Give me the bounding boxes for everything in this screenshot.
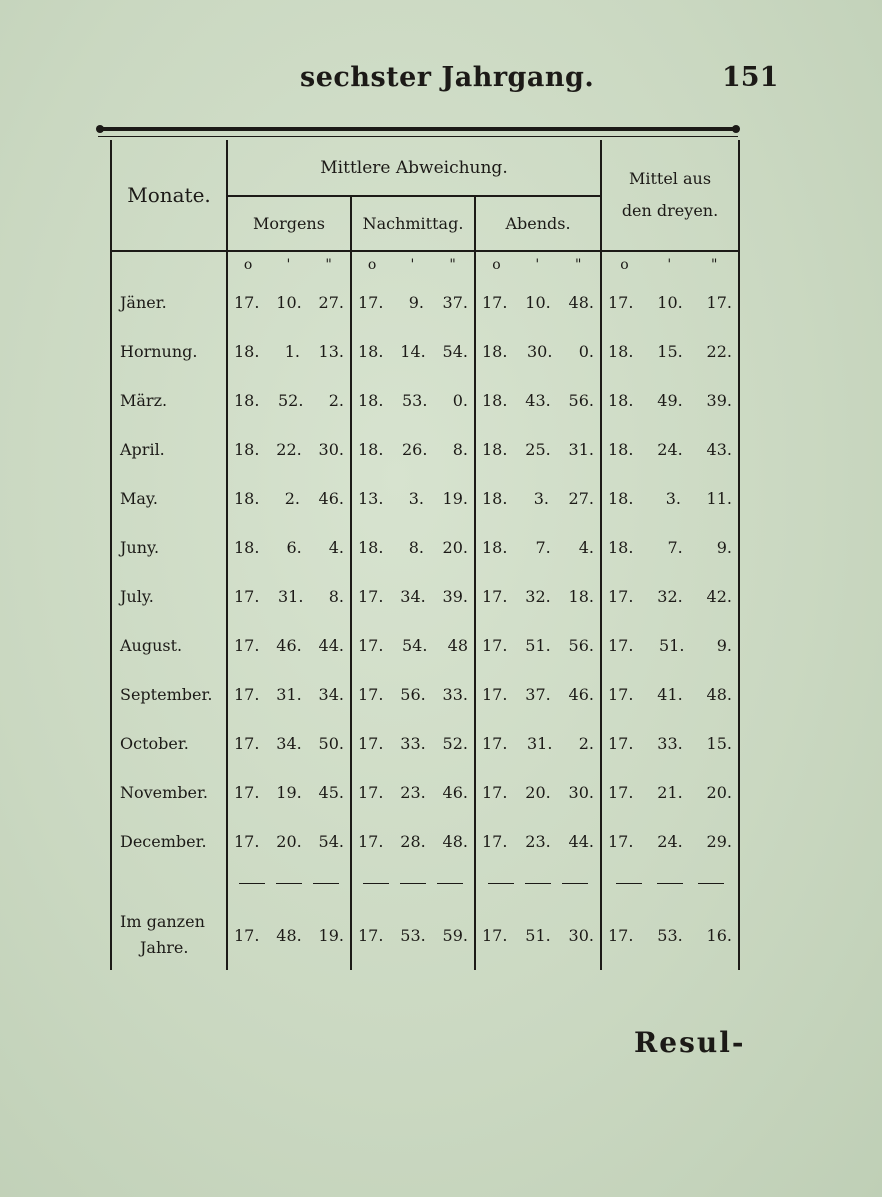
unit-minute: ' xyxy=(667,257,672,273)
separator-cell xyxy=(227,866,351,900)
value-evening xyxy=(475,817,601,866)
value-evening xyxy=(475,621,601,670)
value-degrees: 18. xyxy=(358,538,384,557)
value-seconds: 17. xyxy=(706,293,732,312)
value-seconds: 34. xyxy=(318,685,344,704)
unit-second: " xyxy=(325,257,332,273)
annual-row xyxy=(111,900,739,970)
month-label: Juny. xyxy=(111,523,227,572)
value-degrees: 18. xyxy=(608,440,634,459)
value-seconds: 37. xyxy=(442,293,468,312)
table-row xyxy=(111,278,739,327)
value-morning xyxy=(227,817,351,866)
value-minutes: 8. xyxy=(408,538,424,557)
dash-rule xyxy=(313,883,339,884)
value-minutes: 24. xyxy=(657,440,683,459)
value-minutes: 41. xyxy=(657,685,683,704)
value-seconds: 48. xyxy=(706,685,732,704)
value-evening xyxy=(475,768,601,817)
units-cell xyxy=(351,251,475,278)
value-mean xyxy=(601,719,739,768)
value-seconds: 22. xyxy=(706,342,732,361)
value-mean xyxy=(601,425,739,474)
month-label: September. xyxy=(111,670,227,719)
dash-rule xyxy=(488,883,514,884)
value-seconds: 9. xyxy=(716,538,732,557)
value-evening xyxy=(475,278,601,327)
value-minutes: 10. xyxy=(525,293,551,312)
value-seconds: 59. xyxy=(442,925,468,945)
value-degrees: 17. xyxy=(482,734,508,753)
value-seconds: 46. xyxy=(568,685,594,704)
unit-second: " xyxy=(449,257,456,273)
value-morning xyxy=(227,621,351,670)
value-degrees: 13. xyxy=(358,489,384,508)
value-minutes: 31. xyxy=(527,734,553,753)
value-degrees: 18. xyxy=(234,342,260,361)
value-minutes: 21. xyxy=(657,783,683,802)
value-seconds: 29. xyxy=(706,832,732,851)
value-degrees: 18. xyxy=(358,342,384,361)
units-row xyxy=(111,251,739,278)
value-morning xyxy=(227,425,351,474)
value-seconds: 48 xyxy=(447,636,468,655)
value-minutes: 51. xyxy=(525,636,551,655)
value-seconds: 13. xyxy=(318,342,344,361)
value-degrees: 17. xyxy=(608,832,634,851)
value-degrees: 17. xyxy=(482,636,508,655)
value-seconds: 54. xyxy=(442,342,468,361)
value-seconds: 33. xyxy=(442,685,468,704)
unit-degree: o xyxy=(243,257,253,273)
value-seconds: 8. xyxy=(452,440,468,459)
value-seconds: 11. xyxy=(706,489,732,508)
value-seconds: 19. xyxy=(442,489,468,508)
header-mean-of-three xyxy=(601,140,739,251)
value-seconds: 42. xyxy=(706,587,732,606)
value-degrees: 18. xyxy=(234,440,260,459)
value-seconds: 30. xyxy=(568,783,594,802)
value-seconds: 48. xyxy=(442,832,468,851)
value-morning xyxy=(227,327,351,376)
annual-value-mean xyxy=(601,900,739,970)
value-mean xyxy=(601,621,739,670)
value-minutes: 34. xyxy=(276,734,302,753)
value-morning xyxy=(227,670,351,719)
value-minutes: 22. xyxy=(276,440,302,459)
value-degrees: 17. xyxy=(608,293,634,312)
value-degrees: 18. xyxy=(234,538,260,557)
value-minutes: 23. xyxy=(400,783,426,802)
value-minutes: 9. xyxy=(408,293,424,312)
value-minutes: 25. xyxy=(525,440,551,459)
value-seconds: 2. xyxy=(328,391,344,410)
value-minutes: 51. xyxy=(659,636,685,655)
value-minutes: 32. xyxy=(657,587,683,606)
month-label: August. xyxy=(111,621,227,670)
value-mean xyxy=(601,670,739,719)
units-cell xyxy=(601,251,739,278)
value-morning xyxy=(227,768,351,817)
separator-row xyxy=(111,866,739,900)
value-mean xyxy=(601,572,739,621)
separator-cell xyxy=(111,866,227,900)
value-degrees: 18. xyxy=(608,489,634,508)
value-seconds: 0. xyxy=(578,342,594,361)
table-row xyxy=(111,621,739,670)
header-mean-line1: Mittel aus xyxy=(628,169,712,188)
value-minutes: 30. xyxy=(527,342,553,361)
value-minutes: 28. xyxy=(400,832,426,851)
value-degrees: 17. xyxy=(358,587,384,606)
value-evening xyxy=(475,523,601,572)
month-label: Jäner. xyxy=(111,278,227,327)
table-row xyxy=(111,327,739,376)
value-minutes: 6. xyxy=(286,538,302,557)
table-row xyxy=(111,817,739,866)
value-degrees: 17. xyxy=(482,783,508,802)
value-mean xyxy=(601,474,739,523)
value-afternoon xyxy=(351,768,475,817)
rule-ornament-left xyxy=(96,125,104,133)
dash-rule xyxy=(239,883,265,884)
dash-rule xyxy=(437,883,463,884)
value-minutes: 56. xyxy=(400,685,426,704)
value-minutes: 54. xyxy=(402,636,428,655)
separator-cell xyxy=(601,866,739,900)
annual-label-line2: Jahre. xyxy=(140,938,189,957)
value-minutes: 48. xyxy=(276,925,302,945)
value-afternoon xyxy=(351,327,475,376)
value-minutes: 53. xyxy=(400,925,426,945)
value-degrees: 17. xyxy=(234,925,260,945)
value-minutes: 33. xyxy=(657,734,683,753)
value-minutes: 20. xyxy=(276,832,302,851)
table-row xyxy=(111,376,739,425)
value-seconds: 20. xyxy=(442,538,468,557)
value-seconds: 9. xyxy=(716,636,732,655)
value-minutes: 20. xyxy=(525,783,551,802)
value-seconds: 15. xyxy=(706,734,732,753)
catchword: Resul- xyxy=(634,1026,746,1059)
value-degrees: 18. xyxy=(234,391,260,410)
value-evening xyxy=(475,327,601,376)
value-seconds: 20. xyxy=(706,783,732,802)
value-evening xyxy=(475,474,601,523)
value-mean xyxy=(601,768,739,817)
month-label: März. xyxy=(111,376,227,425)
value-seconds: 52. xyxy=(442,734,468,753)
value-minutes: 46. xyxy=(276,636,302,655)
value-degrees: 17. xyxy=(234,587,260,606)
table-row xyxy=(111,572,739,621)
value-seconds: 0. xyxy=(452,391,468,410)
value-afternoon xyxy=(351,572,475,621)
value-minutes: 31. xyxy=(276,685,302,704)
value-degrees: 18. xyxy=(482,440,508,459)
unit-degree: o xyxy=(492,257,501,273)
unit-minute: ' xyxy=(286,257,291,273)
dash-rule xyxy=(525,883,551,884)
month-label: December. xyxy=(111,817,227,866)
header-afternoon: Nachmittag. xyxy=(351,196,475,251)
value-seconds: 50. xyxy=(318,734,344,753)
value-seconds: 4. xyxy=(328,538,344,557)
value-minutes: 43. xyxy=(525,391,551,410)
value-seconds: 46. xyxy=(442,783,468,802)
month-label: July. xyxy=(111,572,227,621)
header-evening: Abends. xyxy=(475,196,601,251)
value-seconds: 48. xyxy=(568,293,594,312)
units-cell xyxy=(475,251,601,278)
dash-rule xyxy=(276,883,302,884)
dash-rule xyxy=(562,883,588,884)
value-morning xyxy=(227,474,351,523)
table-row xyxy=(111,719,739,768)
unit-minute: ' xyxy=(535,257,540,273)
value-afternoon xyxy=(351,670,475,719)
value-mean xyxy=(601,523,739,572)
value-afternoon xyxy=(351,376,475,425)
rule-ornament-right xyxy=(732,125,740,133)
top-rule-thick xyxy=(98,127,738,131)
value-seconds: 44. xyxy=(318,636,344,655)
value-mean xyxy=(601,278,739,327)
value-mean xyxy=(601,376,739,425)
top-rule-thin xyxy=(98,136,738,137)
value-morning xyxy=(227,376,351,425)
value-minutes: 3. xyxy=(665,489,681,508)
value-seconds: 46. xyxy=(318,489,344,508)
value-degrees: 17. xyxy=(482,685,508,704)
value-morning xyxy=(227,523,351,572)
value-degrees: 18. xyxy=(482,342,508,361)
value-seconds: 39. xyxy=(706,391,732,410)
value-minutes: 3. xyxy=(408,489,424,508)
value-degrees: 17. xyxy=(482,832,508,851)
month-label: November. xyxy=(111,768,227,817)
value-degrees: 17. xyxy=(608,783,634,802)
value-afternoon xyxy=(351,474,475,523)
value-minutes: 19. xyxy=(276,783,302,802)
table-row xyxy=(111,425,739,474)
value-degrees: 17. xyxy=(234,783,260,802)
value-minutes: 32. xyxy=(525,587,551,606)
value-minutes: 37. xyxy=(525,685,551,704)
value-minutes: 49. xyxy=(657,391,683,410)
value-degrees: 17. xyxy=(608,734,634,753)
value-degrees: 18. xyxy=(358,440,384,459)
month-label: October. xyxy=(111,719,227,768)
dash-rule xyxy=(657,883,683,884)
value-seconds: 54. xyxy=(318,832,344,851)
separator-cell xyxy=(475,866,601,900)
value-degrees: 17. xyxy=(358,636,384,655)
value-seconds: 44. xyxy=(568,832,594,851)
value-degrees: 18. xyxy=(358,391,384,410)
value-minutes: 34. xyxy=(400,587,426,606)
value-degrees: 18. xyxy=(482,538,508,557)
value-afternoon xyxy=(351,523,475,572)
value-evening xyxy=(475,425,601,474)
value-degrees: 18. xyxy=(482,391,508,410)
value-mean xyxy=(601,817,739,866)
value-minutes: 10. xyxy=(276,293,302,312)
value-seconds: 19. xyxy=(318,925,344,945)
value-morning xyxy=(227,278,351,327)
value-minutes: 7. xyxy=(535,538,551,557)
value-minutes: 53. xyxy=(402,391,428,410)
separator-cell xyxy=(351,866,475,900)
value-minutes: 51. xyxy=(525,925,551,945)
value-evening xyxy=(475,670,601,719)
value-degrees: 17. xyxy=(482,925,508,945)
value-seconds: 8. xyxy=(328,587,344,606)
value-seconds: 30. xyxy=(318,440,344,459)
value-minutes: 15. xyxy=(657,342,683,361)
header-mean-line2: den dreyen. xyxy=(621,201,719,220)
value-minutes: 7. xyxy=(667,538,683,557)
value-degrees: 17. xyxy=(234,685,260,704)
dash-rule xyxy=(400,883,426,884)
value-degrees: 17. xyxy=(358,685,384,704)
value-degrees: 18. xyxy=(608,342,634,361)
value-seconds: 30. xyxy=(568,925,594,945)
header-mean-deviation: Mittlere Abweichung. xyxy=(227,140,601,196)
annual-label-line1: Im ganzen xyxy=(120,912,205,931)
value-seconds: 27. xyxy=(568,489,594,508)
value-seconds: 56. xyxy=(568,391,594,410)
value-minutes: 31. xyxy=(278,587,304,606)
table-row xyxy=(111,670,739,719)
value-seconds: 56. xyxy=(568,636,594,655)
annual-label xyxy=(111,900,227,970)
dash-rule xyxy=(698,883,724,884)
page-number: 151 xyxy=(722,62,779,93)
value-minutes: 26. xyxy=(402,440,428,459)
value-morning xyxy=(227,719,351,768)
month-label: April. xyxy=(111,425,227,474)
value-minutes: 33. xyxy=(400,734,426,753)
value-degrees: 17. xyxy=(358,925,384,945)
unit-minute: ' xyxy=(410,257,415,273)
value-degrees: 17. xyxy=(608,636,634,655)
value-evening xyxy=(475,719,601,768)
value-degrees: 17. xyxy=(234,636,260,655)
value-minutes: 23. xyxy=(525,832,551,851)
value-degrees: 18. xyxy=(608,538,634,557)
annual-value-evening xyxy=(475,900,601,970)
value-seconds: 45. xyxy=(318,783,344,802)
value-afternoon xyxy=(351,278,475,327)
unit-degree: o xyxy=(620,257,629,273)
value-minutes: 24. xyxy=(657,832,683,851)
value-minutes: 14. xyxy=(400,342,426,361)
table-row xyxy=(111,768,739,817)
value-seconds: 18. xyxy=(568,587,594,606)
value-afternoon xyxy=(351,425,475,474)
unit-second: " xyxy=(575,257,582,273)
dash-rule xyxy=(363,883,389,884)
value-degrees: 17. xyxy=(234,832,260,851)
value-degrees: 17. xyxy=(234,293,260,312)
value-degrees: 17. xyxy=(358,734,384,753)
value-minutes: 53. xyxy=(657,925,683,945)
value-degrees: 17. xyxy=(358,293,384,312)
value-degrees: 17. xyxy=(608,685,634,704)
value-seconds: 16. xyxy=(706,925,732,945)
annual-value-morning xyxy=(227,900,351,970)
value-degrees: 17. xyxy=(482,293,508,312)
value-degrees: 17. xyxy=(482,587,508,606)
value-degrees: 18. xyxy=(482,489,508,508)
header-months: Monate. xyxy=(111,140,227,251)
value-degrees: 17. xyxy=(608,925,634,945)
declination-table xyxy=(110,140,740,970)
table-row xyxy=(111,474,739,523)
annual-value-afternoon xyxy=(351,900,475,970)
value-degrees: 17. xyxy=(358,832,384,851)
unit-degree: o xyxy=(367,257,377,273)
value-seconds: 27. xyxy=(318,293,344,312)
running-title: sechster Jahrgang. xyxy=(300,62,595,93)
value-mean xyxy=(601,327,739,376)
value-minutes: 3. xyxy=(533,489,549,508)
value-seconds: 4. xyxy=(578,538,594,557)
table-row xyxy=(111,523,739,572)
value-minutes: 1. xyxy=(284,342,300,361)
value-degrees: 18. xyxy=(234,489,260,508)
units-cell xyxy=(227,251,351,278)
unit-second: " xyxy=(710,257,718,273)
value-seconds: 39. xyxy=(442,587,468,606)
value-minutes: 52. xyxy=(278,391,304,410)
value-seconds: 31. xyxy=(568,440,594,459)
value-minutes: 10. xyxy=(657,293,683,312)
value-evening xyxy=(475,376,601,425)
month-label: Hornung. xyxy=(111,327,227,376)
value-morning xyxy=(227,572,351,621)
dash-rule xyxy=(616,883,642,884)
value-degrees: 18. xyxy=(608,391,634,410)
value-afternoon xyxy=(351,621,475,670)
value-evening xyxy=(475,572,601,621)
value-seconds: 43. xyxy=(706,440,732,459)
value-seconds: 2. xyxy=(578,734,594,753)
month-label: May. xyxy=(111,474,227,523)
value-degrees: 17. xyxy=(358,783,384,802)
value-degrees: 17. xyxy=(234,734,260,753)
value-afternoon xyxy=(351,817,475,866)
value-degrees: 17. xyxy=(608,587,634,606)
value-minutes: 2. xyxy=(284,489,300,508)
value-afternoon xyxy=(351,719,475,768)
header-morning: Morgens xyxy=(227,196,351,251)
